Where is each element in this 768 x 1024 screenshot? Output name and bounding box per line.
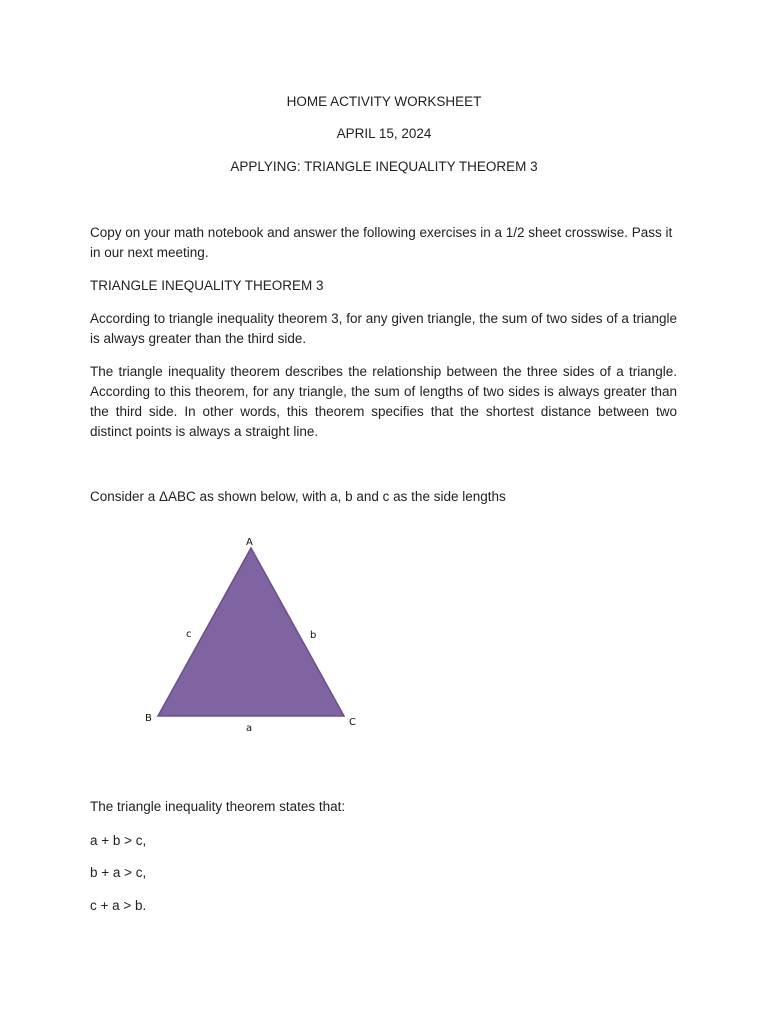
vertex-label-a: A	[246, 537, 253, 548]
consider-triangle-text: Consider a ΔABC as shown below, with a, b and c as the side lengths	[90, 489, 506, 504]
vertex-label-b: B	[145, 713, 152, 724]
theorem-explanation-paragraph: The triangle inequality theorem describes the relationship between the three sides of a triangle. According to this theorem, for any triangle, the sum of lengths of two sides is always greater than the third side. In other words, this theorem specifies that the shortest distance between two distinct points is always a straight line.	[90, 364, 677, 439]
theorem-definition-paragraph: According to triangle inequality theorem 3, for any given triangle, the sum of two sides of a triangle is always greater than the third side.	[90, 311, 677, 346]
instructions-paragraph: Copy on your math notebook and answer the following exercises in a 1/2 sheet crosswise. Pass it in our next meeting.	[90, 225, 673, 260]
side-label-a: a	[246, 723, 253, 734]
worksheet-subtitle: APPLYING: TRIANGLE INEQUALITY THEOREM 3	[230, 159, 538, 174]
vertex-label-c: C	[349, 717, 356, 728]
worksheet-title: HOME ACTIVITY WORKSHEET	[286, 94, 482, 109]
worksheet-date: APRIL 15, 2024	[336, 126, 432, 141]
inequality-item: a + b > c,	[90, 833, 147, 848]
section-heading: TRIANGLE INEQUALITY THEOREM 3	[90, 278, 324, 293]
triangle-figure	[140, 530, 380, 740]
triangle-diagram	[140, 530, 380, 740]
side-label-b: b	[310, 630, 317, 641]
side-label-c: c	[186, 629, 192, 640]
theorem-statement-intro: The triangle inequality theorem states that:	[90, 799, 346, 814]
inequality-item: c + a > b.	[90, 898, 147, 913]
inequality-item: b + a > c,	[90, 865, 147, 880]
